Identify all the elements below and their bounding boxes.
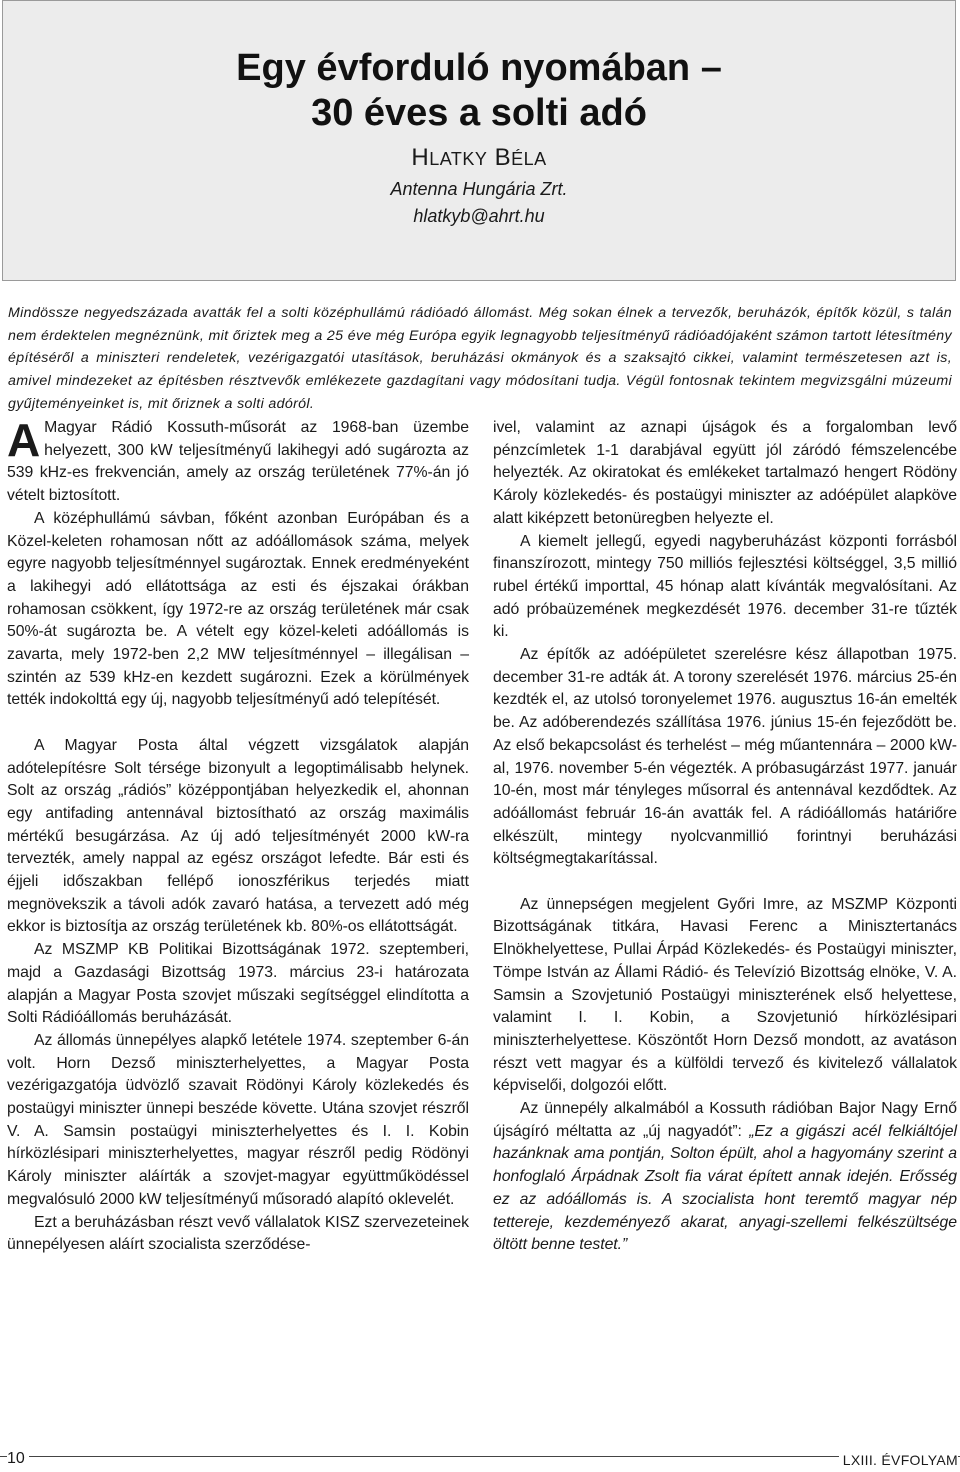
quote-text: „Ez a gigászi acél felkiáltójel hazánknak ama pontján, Solton épült, ahol a hagyomány szerint a honfoglaló Árpádnak Zsolt fia várat épített annak idején. Erősség ez az adóállomás is. A szocialista hont teremtő magyar nép tettereje, kezdeményező akarat, anyagi-szellemi felkészültsége öltött benne testet.” — [493, 1122, 957, 1254]
affiliation: Antenna Hungária Zrt. — [390, 179, 568, 199]
author-affiliation-block — [3, 176, 955, 230]
paragraph — [493, 1098, 957, 1257]
paragraph — [7, 414, 469, 508]
paragraph: A középhullámú sávban, főként azonban Európában és a Közel-keleten rohamosan nőtt az adóállomások száma, melyek egyre nagyobb teljesítménnyel sugároztak. Ennek eredményeként a lakihegyi adó ellátottsága az esti és éjszakai órákban rohamosan csökkent, így 1972-re az ország területének már csak 50%-át sugározta be. A vételt egy közel-keleti adóállomás is zavarta, mely 1972-ben 2,2 MW teljesítménnyel – illegálisan – szintén az 539 kHz-en kezdett sugározni. Ezek a körülmények tették indokolttá egy új, nagyobb teljesítményű adó telepítését. — [7, 509, 469, 709]
article-header — [2, 0, 956, 281]
left-column — [7, 414, 469, 1257]
email: hlatkyb@ahrt.hu — [413, 206, 545, 226]
paragraph: A kiemelt jellegű, egyedi nagyberuházást központi forrásból finanszírozott, mintegy 750 milliós fejlesztési költséggel, 3,5 millió rubel értékű importtal, 45 hónap alatt kívánták megvalósítani. Az adó próbaüzemének megkezdését 1976. december 31-re tűzték ki. — [493, 532, 957, 641]
paragraph: Az építők az adóépületet szerelésre kész állapotban 1975. december 31-re adták át. A torony szerelését 1976. március 25-én kezdték el, az utolsó toronyelemet 1976. augusztus 16-án emelték be. Az adóberendezés szállítása 1976. június 15-én fejeződött be. Az első bekapcsolást és terhelést – még műantennára – 2000 kW-al, 1976. november 5-én végezték. A próbasugárzást 1977. január 10-én, most már tényleges műsorral és antennával kezdődtek. Az adóállomást február 16-án avatták fel. A rádióállomás határiőre elkészült, mintegy nyolcvanmillió forintnyi beruházási költségmegtakarítással. — [493, 646, 957, 868]
page-number: 10 — [7, 1450, 29, 1468]
paragraph-text: Az ünnepély alkalmából a Kossuth rádióban Bajor Nagy Ernő újságíró méltatta az „új nagyadót”: — [493, 1100, 957, 1140]
paragraph: ivel, valamint az aznapi újságok és a forgalomban levő pénzcímletek 1-1 darabjával együtt jól záródó fémszelencébe helyezték. Az okiratokat és emlékeket tartalmazó hengert Rödöny Károly közlekedés- és postaügyi miniszter az adóépület alapköve alatt kiképzett betonüregben helyezte el. — [493, 419, 957, 527]
author-first-rest: ÉLA — [511, 149, 547, 169]
title-line-2: 30 éves a solti adó — [311, 92, 647, 134]
paragraph: A Magyar Posta által végzett vizsgálatok alapján adótelepítésre Solt térsége bizonyult a legoptimálisabb helynek. Solt az ország „rádiós” középpontjában helyezkedik el, ahonnan egy antifading antennával biztosítható az ország maximális mértékű besugárzása. Az új adó teljesítményét 2000 kW-ra tervezték, amely nappal az egész országot lefedte. Bár esti és éjjeli időszakban fellépő ionoszférikus terjedés miatt megnövekszik a távoli adók zavaró hatása, a tervezett adó még ekkor is biztosítja az ország területének kb. 80%-os ellátottságát. — [7, 736, 469, 936]
author-rest: LATKY — [429, 149, 488, 169]
abstract: Mindössze negyedszázada avatták fel a solti középhullámú rádióadó állomást. Még sokan élnek a tervezők, beruházók, építők közül, s talán nem érdektelen megnéznünk, mit őriztek meg a 25 éve még Európa egyik legnagyobb teljesítményű rádióadójaként számon tartott létesítmény építéséről a miniszteri rendeletek, vezérigazgatói utasítások, beruházási okmányok és a szaksajtó cikkei, valamint természetesen azt is, amivel mindezeket az építésben résztvevők emlékezete gazdagítani vagy módosítani tudja. Végül fontosnak tekintem megvizsgálni múzeumi gyűjteményeinket is, mit őriznek a solti adóról. — [8, 305, 952, 412]
author-first-initial: B — [494, 144, 512, 171]
footer-rule — [0, 1456, 960, 1457]
paragraph: Ezt a beruházásban részt vevő vállalatok KISZ szervezeteinek ünnepélyesen aláírt szocialista szerződése- — [7, 1213, 469, 1254]
paragraph: Az MSZMP KB Politikai Bizottságának 1972. szeptemberi, majd a Gazdasági Bizottság 1973. március 23-i határozata alapján a Magyar Posta szovjet műszaki segítséggel elindította a Solti Rádióállomás beruházását. — [7, 941, 469, 1027]
title-line-1: Egy évforduló nyomában – — [236, 47, 722, 89]
author-name — [3, 144, 955, 172]
paragraph-text: Magyar Rádió Kossuth-műsorát az 1968-ban üzembe helyezett, 300 kW teljesítményű lakihegyi adó sugározta az 539 kHz-es frekvencián, amely az ország területének 77%-án jó vételt biztosított. — [7, 419, 469, 505]
author-initial: H — [411, 144, 430, 171]
volume-label: LXIII. ÉVFOLYAM — [839, 1452, 958, 1468]
paragraph: Az ünnepségen megjelent Győri Imre, az MSZMP Központi Bizottságának titkára, Havasi Ferenc a Minisztertanács Elnökhelyettese, Pullai Árpád Közlekedés- és Postaügyi miniszter, Tömpe István az Állami Rádió- és Televízió Bizottság elnöke, V. A. Samsin a Szovjetunió Postaügyi miniszterének első helyettese, valamint I. I. Kobin, a Szovjetunió hírközlésipari miniszterhelyettese. Köszöntőt Horn Dezső mondott, az avatáson részt vett magyar és a külföldi tervező és kivitelező vállalatok képviselői, dolgozói előtt. — [493, 895, 957, 1095]
right-column — [493, 417, 957, 1257]
paragraph: Az állomás ünnepélyes alapkő letétele 1974. szeptember 6-án volt. Horn Dezső miniszterhelyettes, a Magyar Posta vezérigazgatója üdvözlő szavait Rödönyi Károly közlekedés és postaügyi miniszter ünnepi beszéde követte. Utána szovjet részről V. A. Samsin postaügyi miniszterhelyettes és I. I. Kobin hírközlésipari miniszterhelyettes, magyar részről pedig Rödönyi Károly miniszter aláírták a szovjet-magyar együttműködéssel megvalósuló 2000 kW teljesítményű műsoradó alapító oklevelét. — [7, 1031, 469, 1208]
drop-cap: A — [7, 414, 41, 466]
article-title — [3, 46, 955, 136]
